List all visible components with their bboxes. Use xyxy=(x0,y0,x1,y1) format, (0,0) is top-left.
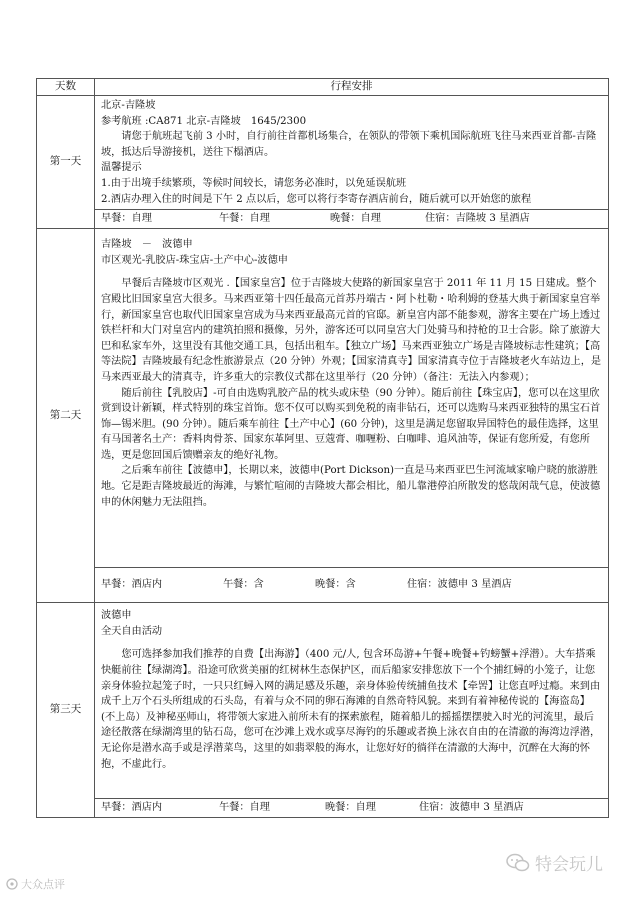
watermark-right-text: 特会玩儿 xyxy=(535,855,603,875)
day2-para1: 早餐后吉隆坡市区观光 .【国家皇宫】位于吉隆坡大使路的新国家皇宫于 2011 年 11 月 15 日建成。整个宫殿比旧国家皇宫大很多。马来西亚第十四任最高元首苏丹端古・阿卜杜勒・哈利姆的登基大典于新国家皇宫举行，新国家皇宫也取代旧国家皇宫成为马来西亚最高元首的官邸。新皇宫内部不能参观，游客主要在广场上透过铁栏杆和大门对皇宫内的建筑拍照和摄像，另外，游客还可以同皇宫大门处骑马和持枪的卫士合影。除了旅游大巴和私家车外，这里没有其他交通工具，包括出租车。【独立广场】马来西亚独立广场是吉隆坡标志性建筑；【高等法院】吉隆坡最有纪念性旅游景点（20 分钟）外观；【国家清真寺】国家清真寺位于吉隆坡老火车站边上，是马来西亚最大的清真寺，许多重大的宗教仪式都在这里举行（20 分钟）（备注：无法入内参观）； xyxy=(101,278,602,383)
day1-label: 第一天 xyxy=(37,96,95,229)
day3-row xyxy=(37,603,609,799)
itinerary-table xyxy=(36,78,609,818)
day3-stay: 住宿：波德申 3 星酒店 xyxy=(419,802,524,814)
day2-dinner: 晚餐：含 xyxy=(315,579,356,591)
day3-meals-row xyxy=(37,799,609,818)
day1-tip1: 1.由于出境手续繁琐，等候时间较长，请您务必准时，以免延误航班 xyxy=(101,177,407,189)
day1-stay: 住宿：吉隆坡 3 星酒店 xyxy=(425,213,530,225)
day3-title: 波德申 xyxy=(101,610,132,622)
day2-label: 第二天 xyxy=(37,229,95,603)
day2-schedule xyxy=(95,229,609,568)
day1-body: 请您于航班起飞前 3 小时，自行前往首都机场集合，在领队的带领下乘机国际航班飞往马来西亚首都-吉隆坡，抵达后导游接机，送往下榻酒店。 xyxy=(101,131,597,158)
day2-para2: 随后前往【乳胶店】-可自由选购乳胶产品的枕头或床垫（90 分钟）。随后前往【珠宝店】，您可以在这里欣赏到设计新颖，样式特别的珠宝首饰。您不仅可以购买到免税的南非钻石，还可以选购马来西亚独特的黑宝石首饰—锡米胆。(90 分钟）。随后乘车前往【土产中心】(60 分钟)，这里是满足您留取异国特色的最佳选择，这里有马国著名土产：香料肉骨茶、国家东革阿里、豆蔻膏、咖喱粉、白咖啡、追风油等，保证有您所爱，有您所选，更是您回国后馈赠亲友的绝好礼物。 xyxy=(101,387,601,461)
day1-meals-row xyxy=(37,210,609,229)
day1-row xyxy=(37,96,609,210)
day3-lunch: 午餐：自理 xyxy=(219,802,270,814)
watermark-right xyxy=(506,850,603,875)
day3-body: 您可选择参加我们推荐的自费【出海游】（400 元/人, 包含环岛游+午餐+晚餐+钓螃蟹+浮潜）。大车搭乘快艇前往【绿湖湾】。沿途可欣赏美丽的红树林生态保护区，而后船家安排您放下一个个捕红蟳的小笼子，让您亲身体验拉起笼子时，一只只红蟳入网的满足感及乐趣，亲身体验传统捕鱼技术【牵罟】让您直呼过瘾。来到由成千上万个石头所组成的石头岛，有着与众不同的卵石海滩的自然奇特风貌。来到有着神秘传说的【海盗岛】(不上岛）及神秘巫师山，将带领大家进入前所未有的探索旅程，随着船儿的摇摇摆摆驶入时光的河流里，最后途径散落在绿湖湾里的钻石岛，您可在沙滩上戏水或享尽海钓的乐趣或者换上泳衣自由的在清澈的海湾边浮潜，无论你是潜水高手或是浮潜菜鸟，这里的如翡翠般的海水，让您好好的徜徉在清澈的大海中，沉醉在大海的怀抱，不虚此行。 xyxy=(101,649,601,770)
day2-route: 市区观光-乳胶店-珠宝店-土产中心-波德申 xyxy=(101,254,288,266)
day1-flight: 参考航班 :CA871 北京-吉隆坡 1645/2300 xyxy=(101,115,307,127)
day2-stay: 住宿：波德申 3 星酒店 xyxy=(407,579,512,591)
day3-schedule xyxy=(95,603,609,799)
day3-subtitle: 全天自由活动 xyxy=(101,625,163,637)
day1-title: 北京-吉隆坡 xyxy=(101,100,156,111)
watermark-left xyxy=(6,876,65,892)
watermark-left-text: 大众点评 xyxy=(21,878,65,891)
day1-meals xyxy=(95,210,609,229)
day3-dinner: 晚餐：自理 xyxy=(325,802,376,814)
header-schedule: 行程安排 xyxy=(95,79,609,96)
day2-row xyxy=(37,229,609,568)
day1-breakfast: 早餐：自理 xyxy=(101,213,152,225)
day1-dinner: 晚餐：自理 xyxy=(330,213,381,225)
day2-meals-row xyxy=(37,568,609,603)
day3-breakfast: 早餐：酒店内 xyxy=(101,802,163,814)
day2-title: 吉隆坡 － 波德申 xyxy=(101,239,193,251)
dianping-logo-icon xyxy=(6,878,18,890)
itinerary-document xyxy=(36,78,609,818)
day1-tip2: 2.酒店办理入住的时间是下午 2 点以后，您可以将行李寄存酒店前台，随后就可以开始您的旅程 xyxy=(101,193,532,205)
day2-meals xyxy=(95,568,609,603)
header-day: 天数 xyxy=(37,79,95,96)
day2-para3: 之后乘车前往【波德申】，长期以来，波德申(Port Dickson)一直是马来西亚巴生河流域家喻户晓的旅游胜地。它是距吉隆坡最近的海滩，与繁忙喧闹的吉隆坡大都会相比，船儿靠港停泊所散发的悠哉闲哉气息，使波德申的休闲魅力无法阻挡。 xyxy=(101,465,601,508)
table-header-row xyxy=(37,79,609,96)
day2-breakfast: 早餐：酒店内 xyxy=(101,579,163,591)
day1-tips-title: 温馨提示 xyxy=(101,162,142,174)
day3-label: 第三天 xyxy=(37,603,95,818)
wechat-logo-icon xyxy=(506,853,530,873)
day3-meals xyxy=(95,799,609,818)
day1-schedule xyxy=(95,96,609,210)
day1-lunch: 午餐：自理 xyxy=(219,213,270,225)
day2-lunch: 午餐：含 xyxy=(223,579,264,591)
